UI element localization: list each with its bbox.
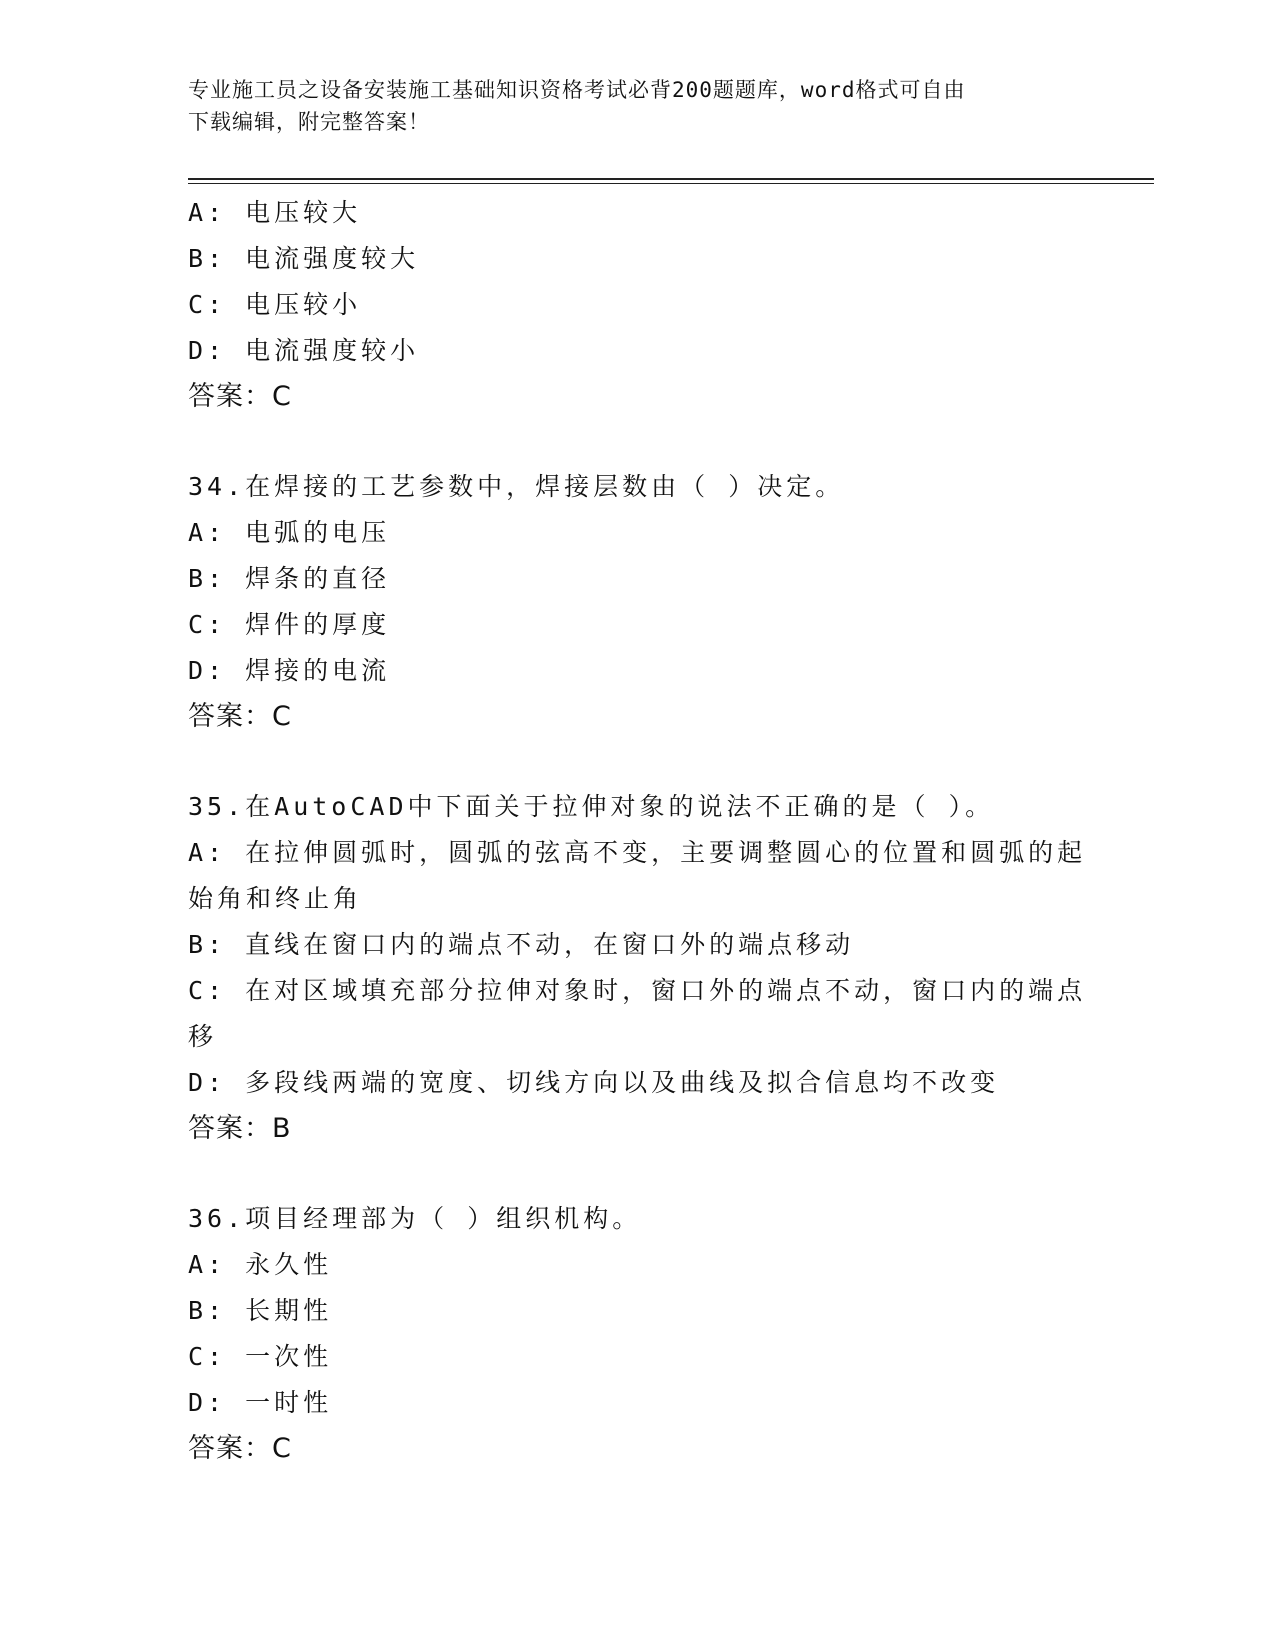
answer-line: 答案：C <box>188 381 292 412</box>
option-a-continued: 始角和终止角 <box>188 884 363 913</box>
question-block-34 <box>188 464 1088 740</box>
option-c: C: 焊件的厚度 <box>188 610 391 639</box>
answer-line: 答案：B <box>188 1113 292 1144</box>
option-a: A: 电弧的电压 <box>188 518 391 547</box>
spacer <box>188 1152 1088 1196</box>
option-c: C: 一次性 <box>188 1342 333 1371</box>
option-a: A: 在拉伸圆弧时，圆弧的弦高不变，主要调整圆心的位置和圆弧的起 <box>188 838 1087 867</box>
question-text: 36.项目经理部为（ ）组织机构。 <box>188 1204 642 1233</box>
header-title-line-2: 下载编辑，附完整答案！ <box>188 110 430 134</box>
question-text: 34.在焊接的工艺参数中，焊接层数由（ ）决定。 <box>188 472 845 501</box>
option-c: C: 电压较小 <box>188 290 362 319</box>
option-d: D: 焊接的电流 <box>188 656 391 685</box>
option-b: B: 长期性 <box>188 1296 333 1325</box>
header-divider-thick <box>188 178 1154 180</box>
answer-line: 答案：C <box>188 701 292 732</box>
option-b: B: 焊条的直径 <box>188 564 391 593</box>
option-a: A: 电压较大 <box>188 198 362 227</box>
spacer <box>188 420 1088 464</box>
option-d: D: 一时性 <box>188 1388 333 1417</box>
header-title-line-1: 专业施工员之设备安装施工基础知识资格考试必背200题题库，word格式可自由 <box>188 78 966 102</box>
question-block-33 <box>188 190 1088 420</box>
option-d: D: 多段线两端的宽度、切线方向以及曲线及拟合信息均不改变 <box>188 1068 1000 1097</box>
question-block-35 <box>188 784 1088 1152</box>
question-text: 35.在AutoCAD中下面关于拉伸对象的说法不正确的是（ ）。 <box>188 792 995 821</box>
option-c-continued: 移 <box>188 1022 218 1051</box>
option-c: C: 在对区域填充部分拉伸对象时，窗口外的端点不动，窗口内的端点 <box>188 976 1087 1005</box>
page-header <box>188 74 1088 138</box>
question-block-36 <box>188 1196 1088 1472</box>
answer-line: 答案：C <box>188 1433 292 1464</box>
option-b: B: 电流强度较大 <box>188 244 420 273</box>
spacer <box>188 740 1088 784</box>
option-d: D: 电流强度较小 <box>188 336 420 365</box>
header-divider-thin <box>188 183 1154 184</box>
option-a: A: 永久性 <box>188 1250 333 1279</box>
option-b: B: 直线在窗口内的端点不动，在窗口外的端点移动 <box>188 930 855 959</box>
question-list <box>188 190 1088 1472</box>
